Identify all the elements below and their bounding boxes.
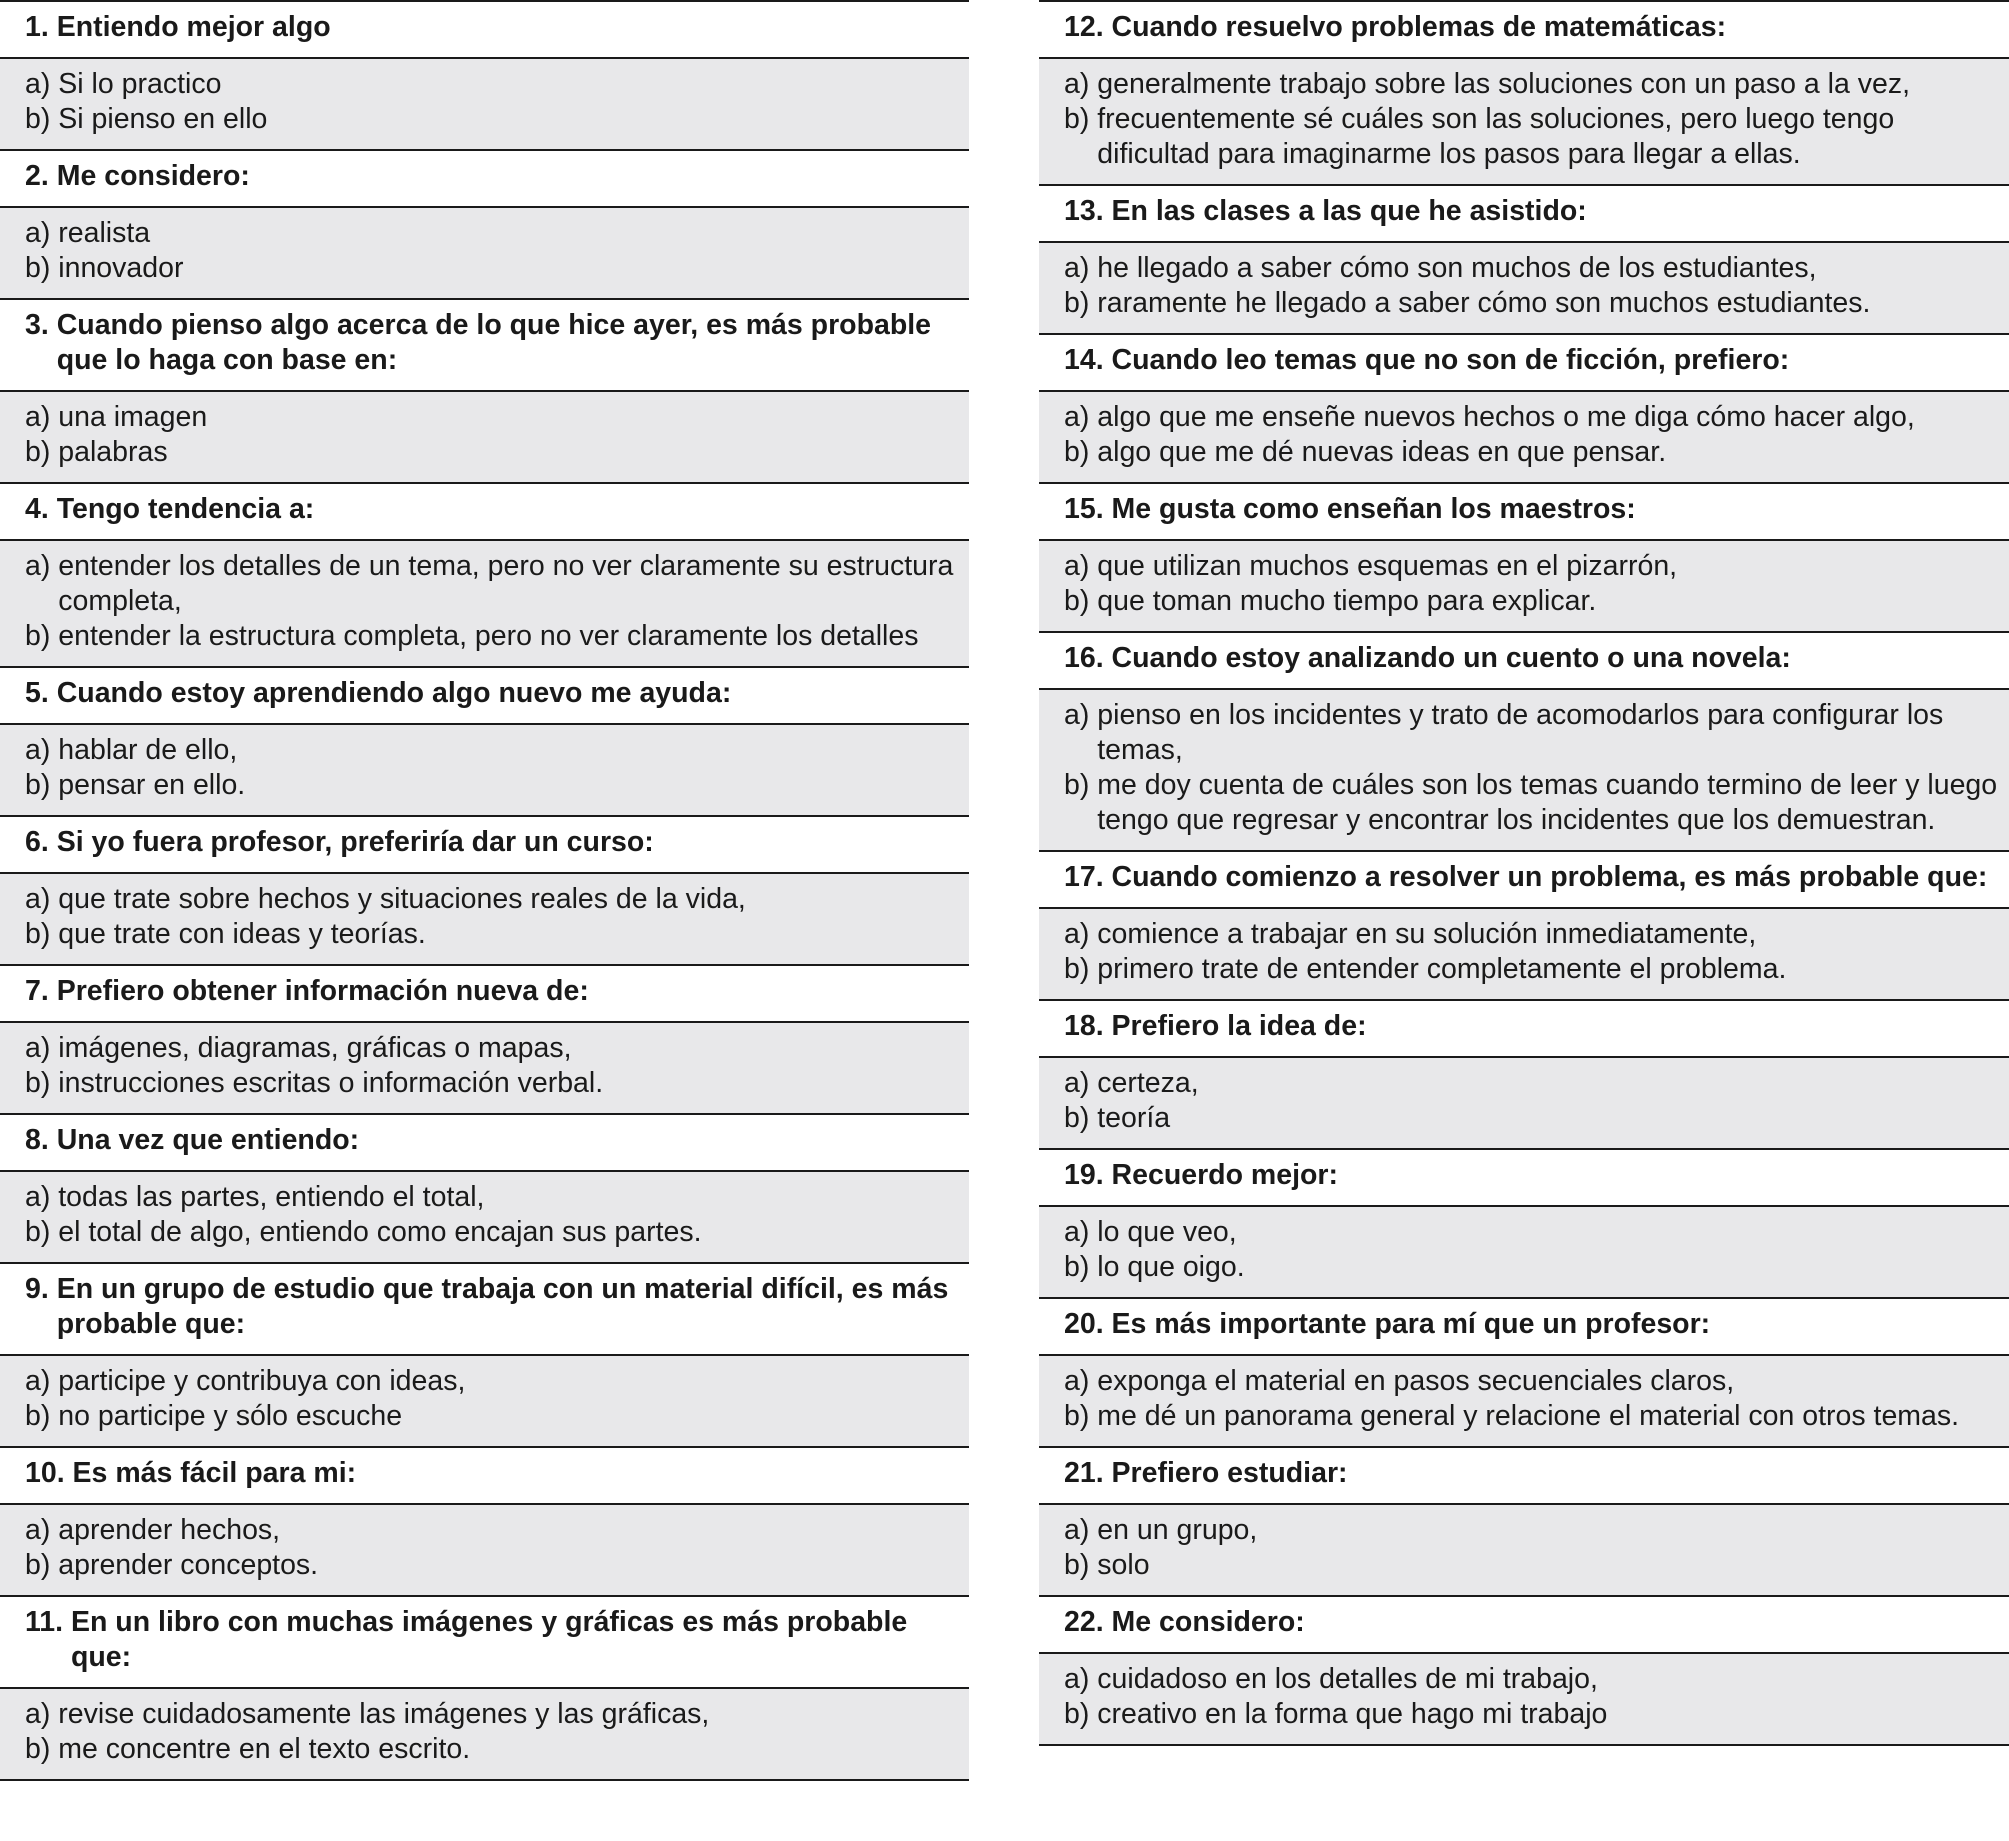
- question-item: [1039, 482, 2009, 631]
- question-number: 4.: [25, 493, 49, 525]
- answer-options: [0, 874, 969, 964]
- question-number: 19.: [1064, 1159, 1104, 1191]
- question-item: [1039, 1446, 2009, 1595]
- question-header: [0, 0, 969, 59]
- option-letter: b): [1064, 1698, 1090, 1730]
- answer-options: [0, 208, 969, 298]
- question-number: 3.: [25, 309, 49, 341]
- option-letter: a): [25, 217, 51, 249]
- answer-options: [1039, 1207, 2009, 1297]
- option-letter: a): [1064, 401, 1090, 433]
- question-number: 1.: [25, 11, 49, 43]
- answer-options: [0, 1023, 969, 1113]
- question-number: 16.: [1064, 642, 1104, 674]
- question-text: Una vez que entiendo:: [56, 1124, 360, 1156]
- answer-option: [1064, 435, 2009, 470]
- question-item: [1039, 1148, 2009, 1297]
- option-text: que trate con ideas y teorías.: [58, 918, 426, 950]
- option-letter: b): [25, 1549, 51, 1581]
- question-header: [1039, 999, 2009, 1058]
- option-text: el total de algo, entiendo como encajan sus partes.: [58, 1216, 702, 1248]
- question-item: [1039, 1595, 2009, 1746]
- option-text: en un grupo,: [1097, 1514, 1258, 1546]
- answer-options: [0, 1689, 969, 1781]
- option-letter: a): [25, 1181, 51, 1213]
- option-letter: a): [25, 401, 51, 433]
- option-text: innovador: [58, 252, 184, 284]
- answer-option: [25, 917, 969, 952]
- question-item: [0, 964, 969, 1113]
- option-text: pienso en los incidentes y trato de acomodarlos para configurar los temas,: [1097, 699, 1944, 766]
- question-text: En las clases a las que he asistido:: [1111, 195, 1587, 227]
- answer-options: [0, 725, 969, 815]
- question-text: Cuando pienso algo acerca de lo que hice ayer, es más probable que lo haga con base en:: [56, 309, 932, 376]
- option-text: generalmente trabajo sobre las soluciones con un paso a la vez,: [1097, 68, 1911, 100]
- option-letter: a): [1064, 68, 1090, 100]
- option-letter: b): [25, 436, 51, 468]
- answer-options: [1039, 59, 2009, 184]
- answer-option: [1064, 917, 2009, 952]
- option-text: hablar de ello,: [58, 734, 238, 766]
- option-text: instrucciones escritas o información verbal.: [58, 1067, 604, 1099]
- answer-options: [0, 541, 969, 666]
- question-header: [1039, 631, 2009, 690]
- question-text: Cuando resuelvo problemas de matemáticas:: [1111, 11, 1727, 43]
- option-text: no participe y sólo escuche: [58, 1400, 403, 1432]
- answer-option: [25, 67, 969, 102]
- answer-option: [1064, 251, 2009, 286]
- question-number: 5.: [25, 677, 49, 709]
- option-text: solo: [1097, 1549, 1150, 1581]
- answer-option: [25, 1364, 969, 1399]
- answer-options: [1039, 1058, 2009, 1148]
- answer-option: [25, 251, 969, 286]
- answer-option: [25, 1066, 969, 1101]
- question-text: Entiendo mejor algo: [56, 11, 331, 43]
- option-letter: b): [25, 918, 51, 950]
- option-letter: a): [25, 68, 51, 100]
- answer-option: [25, 1548, 969, 1583]
- question-text: Recuerdo mejor:: [1111, 1159, 1339, 1191]
- question-number: 7.: [25, 975, 49, 1007]
- option-text: Si pienso en ello: [58, 103, 268, 135]
- option-text: realista: [58, 217, 151, 249]
- answer-options: [1039, 392, 2009, 482]
- answer-option: [1064, 1548, 2009, 1583]
- question-text: Cuando leo temas que no son de ficción, prefiero:: [1111, 344, 1790, 376]
- answer-options: [1039, 1505, 2009, 1595]
- answer-option: [1064, 1513, 2009, 1548]
- question-header: [0, 964, 969, 1023]
- question-text: Si yo fuera profesor, preferiría dar un curso:: [56, 826, 654, 858]
- option-letter: a): [1064, 1067, 1090, 1099]
- option-text: que utilizan muchos esquemas en el pizarrón,: [1097, 550, 1678, 582]
- answer-option: [1064, 1101, 2009, 1136]
- answer-option: [25, 1215, 969, 1250]
- answer-option: [25, 882, 969, 917]
- option-text: algo que me enseñe nuevos hechos o me diga cómo hacer algo,: [1097, 401, 1915, 433]
- answer-options: [1039, 1654, 2009, 1746]
- option-text: me dé un panorama general y relacione el material con otros temas.: [1097, 1400, 1960, 1432]
- option-text: he llegado a saber cómo son muchos de los estudiantes,: [1097, 252, 1817, 284]
- question-header: [1039, 850, 2009, 909]
- option-text: aprender hechos,: [58, 1514, 281, 1546]
- question-item: [0, 1595, 969, 1781]
- question-item: [0, 482, 969, 666]
- answer-option: [1064, 584, 2009, 619]
- option-text: entender la estructura completa, pero no ver claramente los detalles: [58, 620, 919, 652]
- question-text: Cuando comienzo a resolver un problema, es más probable que:: [1111, 861, 1988, 893]
- option-letter: b): [1064, 1400, 1090, 1432]
- option-letter: b): [25, 769, 51, 801]
- question-number: 14.: [1064, 344, 1104, 376]
- question-header: [0, 815, 969, 874]
- option-text: raramente he llegado a saber cómo son muchos estudiantes.: [1097, 287, 1871, 319]
- question-item: [1039, 999, 2009, 1148]
- option-text: lo que veo,: [1097, 1216, 1237, 1248]
- question-header: [1039, 1446, 2009, 1505]
- answer-option: [1064, 1066, 2009, 1101]
- answer-option: [1064, 102, 2009, 172]
- option-letter: a): [1064, 1216, 1090, 1248]
- option-text: revise cuidadosamente las imágenes y las gráficas,: [58, 1698, 710, 1730]
- option-letter: b): [1064, 1102, 1090, 1134]
- option-text: que toman mucho tiempo para explicar.: [1097, 585, 1597, 617]
- question-header: [0, 1262, 969, 1356]
- question-item: [0, 1113, 969, 1262]
- answer-option: [25, 1399, 969, 1434]
- option-letter: a): [1064, 1663, 1090, 1695]
- question-header: [1039, 1595, 2009, 1654]
- question-item: [0, 0, 969, 149]
- answer-option: [25, 1697, 969, 1732]
- option-letter: a): [25, 1698, 51, 1730]
- question-text: Tengo tendencia a:: [56, 493, 315, 525]
- option-text: comience a trabajar en su solución inmediatamente,: [1097, 918, 1757, 950]
- option-text: frecuentemente sé cuáles son las soluciones, pero luego tengo dificultad para imaginarme los pasos para llegar a ellas.: [1097, 103, 1895, 170]
- answer-option: [25, 400, 969, 435]
- option-text: exponga el material en pasos secuenciales claros,: [1097, 1365, 1735, 1397]
- answer-option: [1064, 1662, 2009, 1697]
- answer-option: [1064, 698, 2009, 768]
- option-letter: a): [1064, 918, 1090, 950]
- option-text: imágenes, diagramas, gráficas o mapas,: [58, 1032, 572, 1064]
- option-letter: a): [25, 1514, 51, 1546]
- option-text: algo que me dé nuevas ideas en que pensar.: [1097, 436, 1667, 468]
- option-letter: a): [1064, 550, 1090, 582]
- question-number: 21.: [1064, 1457, 1104, 1489]
- option-letter: a): [25, 550, 51, 582]
- option-text: una imagen: [58, 401, 208, 433]
- answer-options: [1039, 1356, 2009, 1446]
- question-header: [0, 1113, 969, 1172]
- question-item: [0, 149, 969, 298]
- question-number: 11.: [25, 1606, 64, 1638]
- answer-options: [1039, 243, 2009, 333]
- answer-option: [1064, 1215, 2009, 1250]
- answer-option: [25, 216, 969, 251]
- option-text: que trate sobre hechos y situaciones reales de la vida,: [58, 883, 746, 915]
- option-text: aprender conceptos.: [58, 1549, 319, 1581]
- question-header: [0, 482, 969, 541]
- answer-option: [25, 1180, 969, 1215]
- option-letter: b): [1064, 1251, 1090, 1283]
- answer-option: [1064, 400, 2009, 435]
- answer-options: [0, 392, 969, 482]
- question-text: Me gusta como enseñan los maestros:: [1111, 493, 1636, 525]
- question-header: [1039, 1297, 2009, 1356]
- option-letter: b): [1064, 769, 1090, 801]
- question-text: En un grupo de estudio que trabaja con un material difícil, es más probable que:: [56, 1273, 949, 1340]
- question-text: Es más fácil para mi:: [72, 1457, 357, 1489]
- option-letter: b): [1064, 585, 1090, 617]
- question-text: Cuando estoy analizando un cuento o una novela:: [1111, 642, 1791, 674]
- question-header: [1039, 0, 2009, 59]
- option-letter: b): [25, 252, 51, 284]
- question-header: [1039, 184, 2009, 243]
- option-text: palabras: [58, 436, 168, 468]
- answer-option: [25, 619, 969, 654]
- question-header: [1039, 333, 2009, 392]
- option-letter: a): [1064, 1514, 1090, 1546]
- option-letter: a): [25, 1032, 51, 1064]
- option-text: me concentre en el texto escrito.: [58, 1733, 471, 1765]
- question-item: [1039, 184, 2009, 333]
- answer-options: [0, 59, 969, 149]
- answer-option: [25, 768, 969, 803]
- question-item: [1039, 850, 2009, 999]
- question-item: [0, 1446, 969, 1595]
- option-text: teoría: [1097, 1102, 1171, 1134]
- answer-option: [25, 1031, 969, 1066]
- question-number: 12.: [1064, 11, 1104, 43]
- answer-options: [1039, 541, 2009, 631]
- option-text: creativo en la forma que hago mi trabajo: [1097, 1698, 1608, 1730]
- option-letter: a): [25, 883, 51, 915]
- answer-options: [0, 1172, 969, 1262]
- option-letter: b): [1064, 1549, 1090, 1581]
- question-number: 10.: [25, 1457, 65, 1489]
- question-number: 15.: [1064, 493, 1104, 525]
- question-text: Prefiero la idea de:: [1111, 1010, 1367, 1042]
- question-item: [1039, 631, 2009, 850]
- option-text: certeza,: [1097, 1067, 1199, 1099]
- question-item: [1039, 1297, 2009, 1446]
- answer-option: [25, 435, 969, 470]
- question-item: [0, 1262, 969, 1446]
- question-number: 18.: [1064, 1010, 1104, 1042]
- option-letter: b): [25, 103, 51, 135]
- answer-option: [25, 549, 969, 619]
- question-header: [0, 298, 969, 392]
- question-item: [1039, 0, 2009, 184]
- option-letter: a): [1064, 252, 1090, 284]
- question-item: [1039, 333, 2009, 482]
- right-column: [1039, 0, 2009, 1746]
- question-header: [1039, 1148, 2009, 1207]
- option-text: primero trate de entender completamente el problema.: [1097, 953, 1787, 985]
- option-text: entender los detalles de un tema, pero no ver claramente su estructura completa,: [58, 550, 954, 617]
- answer-option: [1064, 1364, 2009, 1399]
- option-text: Si lo practico: [58, 68, 222, 100]
- question-number: 20.: [1064, 1308, 1104, 1340]
- option-letter: b): [25, 1216, 51, 1248]
- option-letter: b): [25, 1067, 51, 1099]
- question-text: Me considero:: [56, 160, 250, 192]
- option-letter: b): [25, 620, 51, 652]
- question-header: [0, 666, 969, 725]
- question-text: Prefiero estudiar:: [1111, 1457, 1348, 1489]
- question-number: 13.: [1064, 195, 1104, 227]
- option-text: lo que oigo.: [1097, 1251, 1245, 1283]
- question-item: [0, 815, 969, 964]
- answer-option: [1064, 952, 2009, 987]
- option-text: todas las partes, entiendo el total,: [58, 1181, 485, 1213]
- option-text: participe y contribuya con ideas,: [58, 1365, 466, 1397]
- question-header: [0, 1595, 969, 1689]
- answer-option: [25, 1732, 969, 1767]
- question-number: 6.: [25, 826, 49, 858]
- answer-option: [25, 102, 969, 137]
- answer-options: [1039, 909, 2009, 999]
- option-text: me doy cuenta de cuáles son los temas cuando termino de leer y luego tengo que regresar y encontrar los incidentes que los demuestran.: [1097, 769, 1998, 836]
- answer-option: [1064, 1399, 2009, 1434]
- option-letter: b): [25, 1733, 51, 1765]
- answer-option: [1064, 549, 2009, 584]
- option-letter: a): [1064, 699, 1090, 731]
- answer-option: [1064, 286, 2009, 321]
- question-item: [0, 666, 969, 815]
- option-text: cuidadoso en los detalles de mi trabajo,: [1097, 1663, 1598, 1695]
- option-letter: a): [25, 734, 51, 766]
- question-header: [0, 1446, 969, 1505]
- question-text: Me considero:: [1111, 1606, 1305, 1638]
- answer-option: [25, 733, 969, 768]
- left-column: [0, 0, 969, 1781]
- option-text: pensar en ello.: [58, 769, 246, 801]
- question-header: [0, 149, 969, 208]
- option-letter: b): [1064, 953, 1090, 985]
- option-letter: b): [1064, 103, 1090, 135]
- option-letter: b): [1064, 436, 1090, 468]
- question-number: 2.: [25, 160, 49, 192]
- answer-options: [1039, 690, 2009, 850]
- question-text: Prefiero obtener información nueva de:: [56, 975, 589, 1007]
- question-text: Cuando estoy aprendiendo algo nuevo me ayuda:: [56, 677, 732, 709]
- option-letter: b): [1064, 287, 1090, 319]
- answer-options: [0, 1356, 969, 1446]
- answer-option: [1064, 1250, 2009, 1285]
- answer-option: [1064, 768, 2009, 838]
- question-text: En un libro con muchas imágenes y gráficas es más probable que:: [70, 1606, 908, 1673]
- option-letter: b): [25, 1400, 51, 1432]
- question-text: Es más importante para mí que un profesor:: [1111, 1308, 1711, 1340]
- answer-option: [25, 1513, 969, 1548]
- question-item: [0, 298, 969, 482]
- option-letter: a): [1064, 1365, 1090, 1397]
- answer-option: [1064, 1697, 2009, 1732]
- question-number: 8.: [25, 1124, 49, 1156]
- question-header: [1039, 482, 2009, 541]
- question-number: 17.: [1064, 861, 1104, 893]
- option-letter: a): [25, 1365, 51, 1397]
- answer-option: [1064, 67, 2009, 102]
- question-number: 9.: [25, 1273, 49, 1305]
- answer-options: [0, 1505, 969, 1595]
- question-number: 22.: [1064, 1606, 1104, 1638]
